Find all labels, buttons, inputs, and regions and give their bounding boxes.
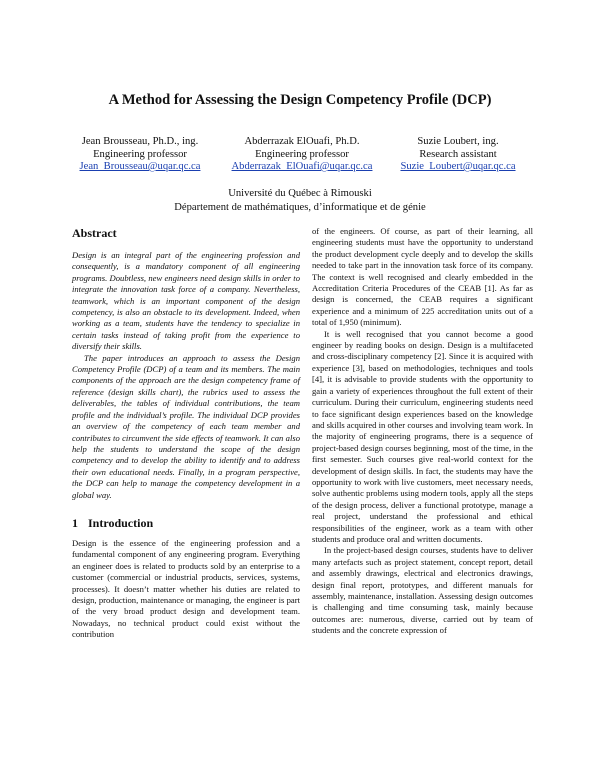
author-email-link[interactable]: Jean_Brousseau@uqar.qc.ca — [79, 161, 201, 172]
affiliation — [0, 187, 600, 214]
author-role: Research assistant — [419, 148, 497, 160]
abstract-paragraph-1: Design is an integral part of the engineering profession and consequently, is a mandatory component of all engineering programs. Doubtless, new engineers need design skills in order to integrate the innovation task force of a company. Nevertheless, teamwork, which is an important component of the design competency, is also an obstacle to its development. Indeed, when working as a team, students have the tendency to specialize in certain tasks instead of taking profit from the experience to diversify their skills. — [72, 250, 300, 352]
author-elouafi — [222, 136, 382, 174]
paper-title: A Method for Assessing the Design Competency Profile (DCP) — [108, 92, 492, 108]
author-brousseau — [70, 136, 210, 174]
author-loubert — [386, 136, 530, 174]
author-email-link[interactable]: Suzie_Loubert@uqar.qc.ca — [400, 161, 516, 172]
left-column — [72, 226, 300, 641]
introduction-heading — [72, 516, 300, 531]
body-paragraph-3: In the project-based design courses, students have to deliver many artefacts such as project statement, concept report, detail and assembly drawings, electrical and electronics drawings, design final report, prototypes, and different manuals for assembly, maintenance, installation. Assessing design outcomes is challenging and time consuming task, mainly because outcomes are: numerous, diverse, carried out by team of students and the concrete expression of — [312, 545, 533, 636]
university-name: Université du Québec à Rimouski — [228, 188, 372, 199]
author-email-link[interactable]: Abderrazak_ElOuafi@uqar.qc.ca — [231, 161, 373, 172]
department-name: Département de mathématiques, d’informatique et de génie — [174, 201, 426, 213]
intro-paragraph-1: Design is the essence of the engineering profession and a fundamental component of any engineering program. Everything an engineer does is related to products sold by an enterprise to a customer (commercial or industrial products, services, systems, processes). It doesn’t matter whether his duties are related to design, production, maintenance or managing, the engineer is part of the very broad product design and development team. Nowadays, no technical product could exist without the contribution — [72, 537, 300, 640]
author-name: Jean Brousseau, Ph.D., ing. — [81, 136, 199, 147]
author-role: Engineering professor — [93, 148, 187, 160]
author-name: Suzie Loubert, ing. — [417, 136, 499, 147]
abstract-heading: Abstract — [72, 226, 117, 240]
abstract-paragraph-2: The paper introduces an approach to assess the Design Competency Profile (DCP) of a team and its members. The main components of the approach are the design competency frame of reference (design skills chart), the rubrics used to assess the deliverables, the tables of individual contributions, the team profile and the individual’s profile. The individual DCP provides an overview of the competency of each team member and contributes to circumvent the side effects of teamwork. It can also help the students to understand the scope of the design competency and to develop the ability to identify and to address their own educational needs. Finally, in a program perspective, the DCP can help to manage the competency development in a global way. — [72, 352, 300, 500]
section-title: Introduction — [88, 515, 154, 530]
body-paragraph-2: It is well recognised that you cannot become a good engineer by reading books on design. Design is a multifaceted and cross-disciplinary competency [2]. Since it is acquired with experience [3], based on methodologies, techniques and tools [4], it is advisable to provide students with the opportunity to gain a variety of experiences throughout the full extent of their curriculum. During their curriculum, engineering students need to face significant design experiences based on the knowledge and skills acquired in other courses and involving team work. In the majority of engineering programs, there is a sequence of project-based design courses beginning, most of the time, in the first semester. Such courses give real-world context for the development of design skills. In fact, the students may have the opportunity to work with live customers, meet necessary needs, solve authentic problems using modern tools, apply all the steps of the design process, deliver a functional prototype, manage a real project, understand the professional and ethical responsibilities of the engineer, work as a team with other students and produce oral and written documents. — [312, 328, 533, 544]
author-name: Abderrazak ElOuafi, Ph.D. — [244, 136, 360, 147]
body-paragraph-1: of the engineers. Of course, as part of their learning, all engineering students must have the opportunity to understand the product development cycle deeply and to develop the skills needed to take part in the innovation task force of its company. The context is well recognised and clearly embedded in the Accreditation Criteria Procedures of the CEAB [1]. As far as design is concerned, the CEAB requires a significant experience and a minimum of 225 accreditation units out of a total of 1,950 (minimum). — [312, 226, 533, 328]
section-number: 1 — [72, 515, 78, 530]
author-role: Engineering professor — [255, 148, 349, 160]
right-column — [312, 226, 533, 637]
